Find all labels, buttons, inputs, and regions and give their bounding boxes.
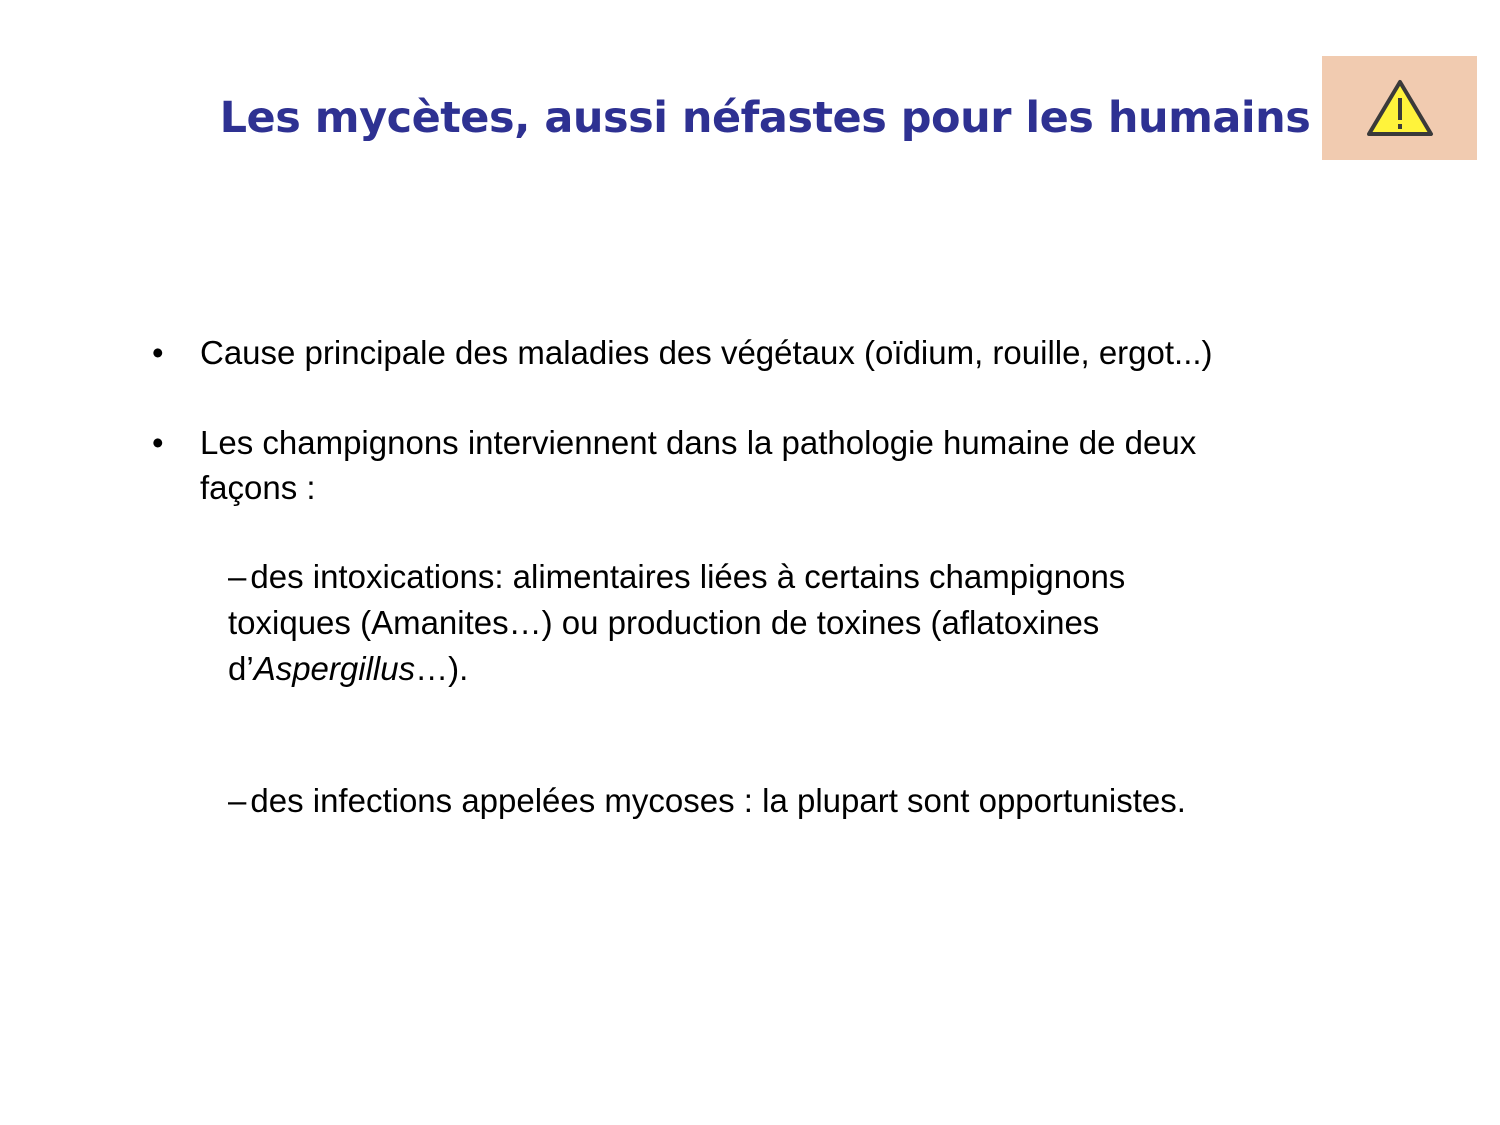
bullet-marker: • xyxy=(152,424,164,461)
sub-bullet-infections xyxy=(228,778,1186,824)
sub-bullet-text: des infections appelées mycoses : la plupart sont opportunistes. xyxy=(250,782,1186,819)
sub-bullet-intoxications-line-1 xyxy=(228,554,1125,600)
bullet-text-human-pathology: Les champignons interviennent dans la pathologie humaine de deux xyxy=(200,424,1197,461)
bullet-text-plant-diseases: Cause principale des maladies des végétaux (oïdium, rouille, ergot...) xyxy=(200,334,1213,371)
sub-bullet-text: des intoxications: alimentaires liées à certains champignons xyxy=(250,558,1126,595)
genus-name-aspergillus: Aspergillus xyxy=(253,650,416,687)
bullet-marker: • xyxy=(152,334,164,371)
sub-bullet-intoxications-line-3 xyxy=(228,646,468,692)
sub-bullet-dash: – xyxy=(228,782,247,819)
slide-title: Les mycètes, aussi néfastes pour les humains xyxy=(219,93,1311,143)
bullet-text-human-pathology-continued: façons : xyxy=(200,469,316,506)
sub-bullet-dash: – xyxy=(228,558,247,595)
sub-bullet-text-prefix: d’ xyxy=(228,650,254,687)
sub-bullet-intoxications-line-2: toxiques (Amanites…) ou production de toxines (aflatoxines xyxy=(228,604,1100,641)
sub-bullet-text-suffix: …). xyxy=(415,650,469,687)
